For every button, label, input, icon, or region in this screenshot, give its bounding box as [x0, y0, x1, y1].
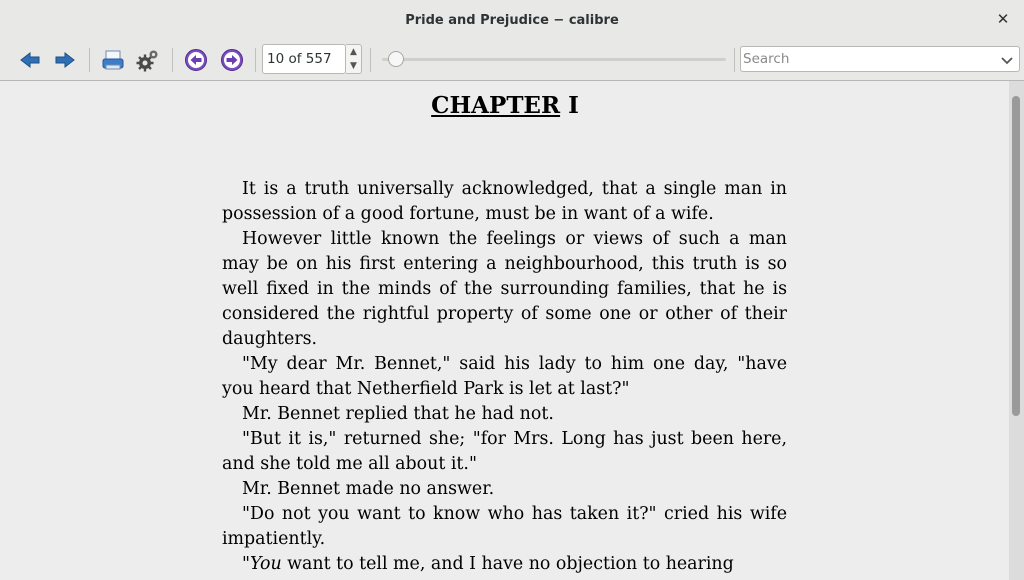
page-spinner[interactable] [346, 44, 362, 74]
chapter-number: I [568, 92, 579, 119]
back-icon[interactable] [16, 46, 44, 74]
paragraph: However little known the feelings or views of such a man may be on his first entering a neighbourhood, this truth is so well fixed in the minds of the surrounding families, that he is considered the rightful property of some one or other of their daughters. [222, 229, 787, 349]
toolbar-separator [255, 48, 256, 72]
chapter-text [222, 177, 787, 577]
open-quote: " [242, 554, 250, 574]
close-icon[interactable]: ✕ [996, 10, 1010, 28]
vertical-scrollbar[interactable] [1009, 81, 1024, 580]
paragraph: "My dear Mr. Bennet," said his lady to him one day, "have you heard that Netherfield Park is let at last?" [222, 354, 787, 399]
toolbar-separator [172, 48, 173, 72]
emphasis-text: You [250, 554, 282, 574]
scrollbar-thumb[interactable] [1012, 96, 1020, 416]
next-page-icon[interactable] [218, 46, 246, 74]
print-icon[interactable] [99, 46, 127, 74]
forward-icon[interactable] [51, 46, 79, 74]
window-title: Pride and Prejudice − calibre [405, 12, 619, 28]
search-input[interactable] [741, 47, 998, 71]
reading-progress-slider[interactable] [382, 58, 726, 61]
toolbar-separator [89, 48, 90, 72]
book-content [1, 81, 1009, 580]
spin-down-icon[interactable]: ▼ [350, 61, 357, 71]
page-indicator: 10 of 557 [267, 51, 332, 67]
paragraph: Mr. Bennet replied that he had not. [242, 404, 554, 424]
previous-page-icon[interactable] [182, 46, 210, 74]
toolbar-separator [370, 48, 371, 72]
chapter-heading [1, 92, 1009, 119]
page-number-field[interactable] [262, 44, 346, 74]
paragraph-rest: want to tell me, and I have no objection to hearing [281, 554, 734, 574]
paragraph [222, 552, 787, 577]
paragraph: "But it is," returned she; "for Mrs. Long has just been here, and she told me all about it." [222, 429, 787, 474]
slider-handle[interactable] [388, 51, 404, 67]
preferences-icon[interactable] [134, 46, 162, 74]
title-bar [0, 0, 1024, 40]
paragraph: Mr. Bennet made no answer. [242, 479, 495, 499]
search-box[interactable] [740, 46, 1020, 72]
chapter-word: CHAPTER [431, 92, 561, 119]
toolbar-separator [734, 48, 735, 72]
paragraph: It is a truth universally acknowledged, that a single man in possession of a good fortune, must be in want of a wife. [222, 179, 787, 224]
dropdown-icon[interactable] [999, 52, 1015, 68]
paragraph: "Do not you want to know who has taken it?" cried his wife impatiently. [222, 504, 787, 549]
spin-up-icon[interactable]: ▲ [350, 47, 357, 57]
